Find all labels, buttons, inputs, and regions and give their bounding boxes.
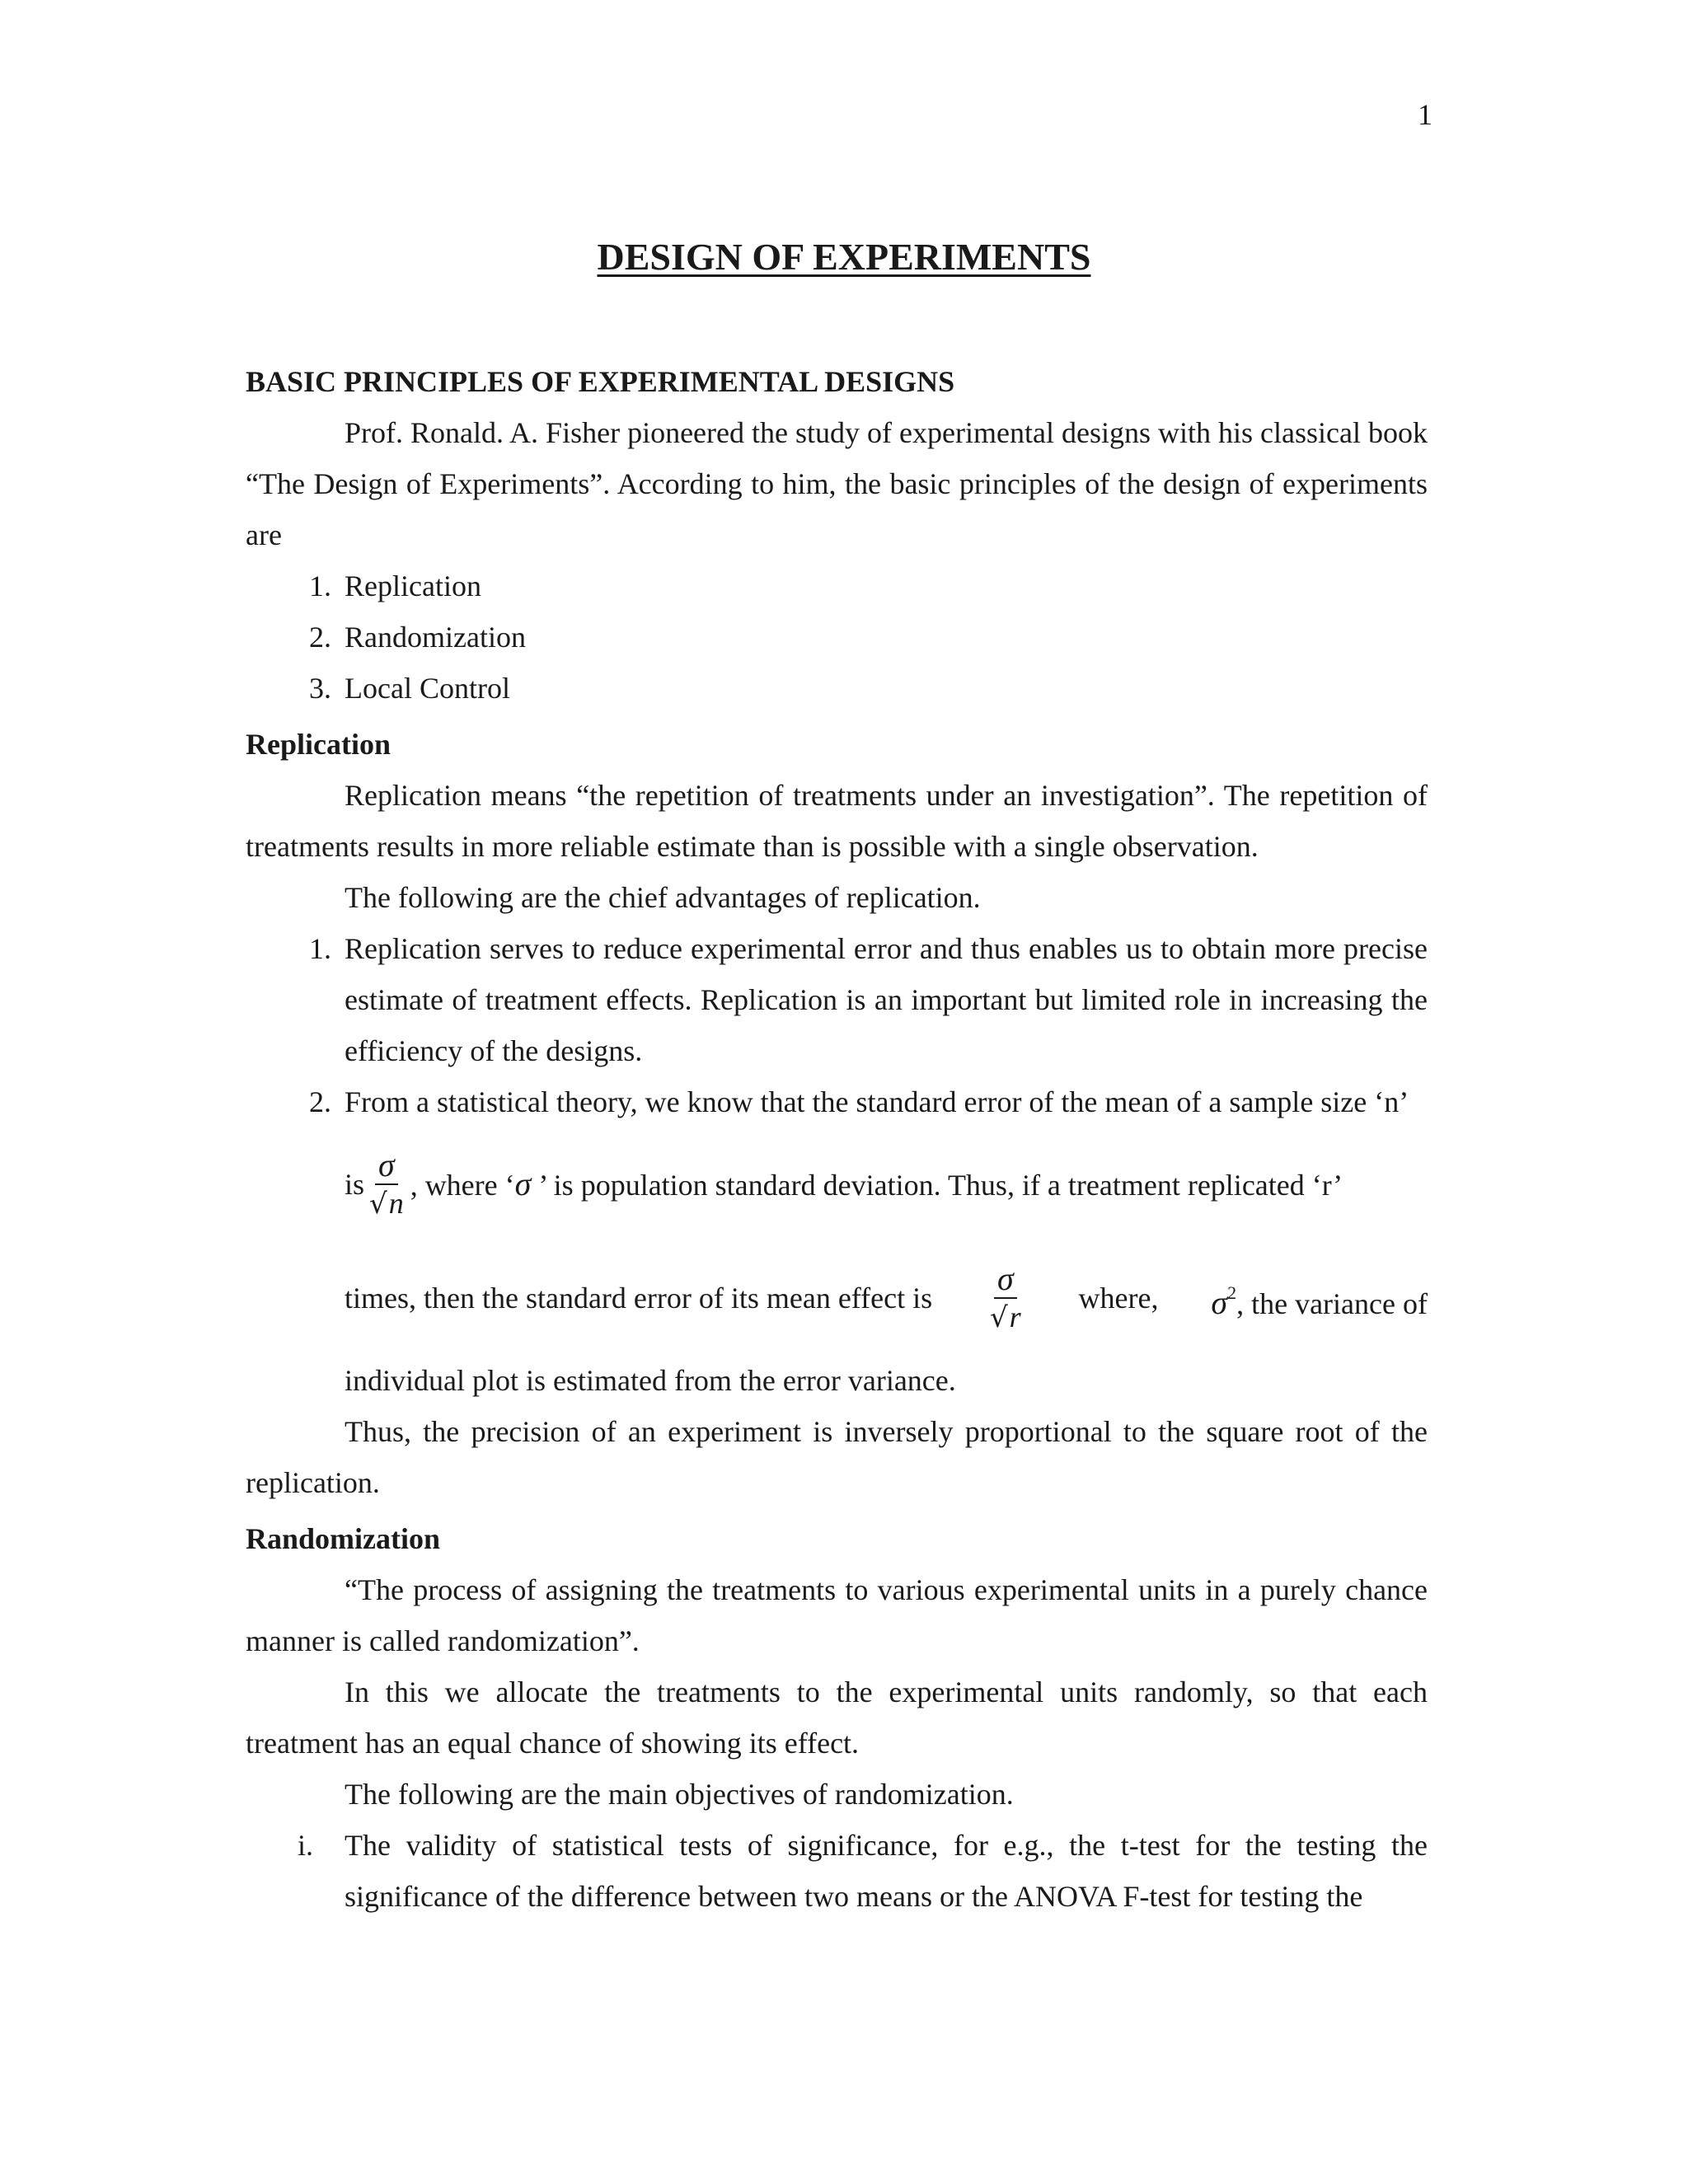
list-continuation-text: individual plot is estimated from the error variance. bbox=[345, 1364, 956, 1397]
list-number: 3. bbox=[309, 672, 331, 705]
list-text: Randomization bbox=[345, 621, 526, 654]
list-number: i. bbox=[297, 1829, 313, 1862]
list-number: 1. bbox=[309, 932, 331, 965]
list-text: Replication bbox=[345, 569, 481, 602]
paragraph-replication-advantages-intro: The following are the chief advantages of replication. bbox=[345, 881, 981, 914]
math-text-sentence bbox=[410, 1159, 1428, 1211]
math-text-where: where, bbox=[1078, 1282, 1159, 1315]
list-item bbox=[246, 1076, 1428, 1127]
paragraph-randomization-allocation: In this we allocate the treatments to the experimental units randomly, so that each treatment has an equal chance of showing its effect. bbox=[246, 1675, 1428, 1760]
list-text: From a statistical theory, we know that the standard error of the mean of a sample size ‘n’ bbox=[345, 1085, 1409, 1118]
list-item bbox=[246, 560, 1428, 612]
document-body bbox=[246, 356, 1428, 1922]
fraction-sigma-over-root-n bbox=[369, 1147, 404, 1222]
math-text-before: times, then the standard error of its mean effect is bbox=[345, 1282, 933, 1315]
list-item bbox=[246, 923, 1428, 1076]
fraction-denominator bbox=[369, 1185, 404, 1222]
page-number: 1 bbox=[1418, 98, 1432, 131]
radical-sign: √ bbox=[369, 1187, 387, 1221]
math-text-variance: , the variance of bbox=[1236, 1286, 1428, 1320]
sigma-symbol: σ bbox=[514, 1165, 532, 1202]
radical-sign: √ bbox=[989, 1301, 1008, 1334]
document-title bbox=[0, 235, 1688, 279]
radicand-n: n bbox=[388, 1186, 404, 1220]
sigma-squared bbox=[1211, 1268, 1428, 1329]
math-text-population-sd: ’ is population standard deviation. Thus, if a treatment replicated ‘r’ bbox=[538, 1168, 1343, 1202]
list-item bbox=[246, 663, 1428, 714]
principles-list bbox=[246, 560, 1428, 714]
fraction-numerator: σ bbox=[994, 1261, 1017, 1299]
math-text-is: is bbox=[345, 1168, 365, 1201]
fraction-denominator bbox=[990, 1299, 1021, 1336]
formula-line-standard-error-n bbox=[246, 1127, 1428, 1241]
fraction-numerator: σ bbox=[375, 1147, 398, 1185]
section-heading-basic-principles: BASIC PRINCIPLES OF EXPERIMENTAL DESIGNS bbox=[246, 365, 955, 398]
list-number: 1. bbox=[309, 569, 331, 602]
randomization-objectives-list bbox=[246, 1820, 1428, 1922]
formula-line-standard-error-r bbox=[246, 1241, 1428, 1355]
document-title-text: DESIGN OF EXPERIMENTS bbox=[597, 236, 1091, 278]
fraction-sigma-over-root-r bbox=[990, 1261, 1021, 1336]
list-number: 2. bbox=[309, 1085, 331, 1118]
paragraph-fisher: Prof. Ronald. A. Fisher pioneered the study of experimental designs with his classical book “The Design of Experiments”. According to him, the basic principles of the design of experiments are bbox=[246, 416, 1428, 551]
list-text: Local Control bbox=[345, 672, 510, 705]
section-heading-randomization: Randomization bbox=[246, 1522, 441, 1555]
list-text: The validity of statistical tests of significance, for e.g., the t-test for the testing the significance of the difference between two means or the ANOVA F-test for testing the bbox=[345, 1829, 1428, 1913]
math-text-where: , where ‘ bbox=[410, 1168, 515, 1202]
paragraph-randomization-objectives-intro: The following are the main objectives of randomization. bbox=[345, 1778, 1014, 1811]
superscript-two: 2 bbox=[1227, 1282, 1237, 1303]
sigma-symbol: σ bbox=[1211, 1283, 1228, 1321]
paragraph-randomization-definition: “The process of assigning the treatments to various experimental units in a purely chance manner is called randomization”. bbox=[246, 1573, 1428, 1657]
paragraph-replication-definition: Replication means “the repetition of treatments under an investigation”. The repetition of treatments results in more reliable estimate than is possible with a single observation. bbox=[246, 779, 1428, 863]
section-heading-replication: Replication bbox=[246, 728, 391, 761]
radicand-r: r bbox=[1009, 1300, 1021, 1333]
list-number: 2. bbox=[309, 621, 331, 654]
list-item bbox=[246, 1820, 1428, 1922]
paragraph-precision: Thus, the precision of an experiment is inversely proportional to the square root of the replication. bbox=[246, 1415, 1428, 1499]
replication-advantages-list bbox=[246, 923, 1428, 1127]
list-text: Replication serves to reduce experimental error and thus enables us to obtain more precise estimate of treatment effects. Replication is an important but limited role in increasing the efficiency of the designs. bbox=[345, 932, 1428, 1067]
list-item bbox=[246, 612, 1428, 663]
